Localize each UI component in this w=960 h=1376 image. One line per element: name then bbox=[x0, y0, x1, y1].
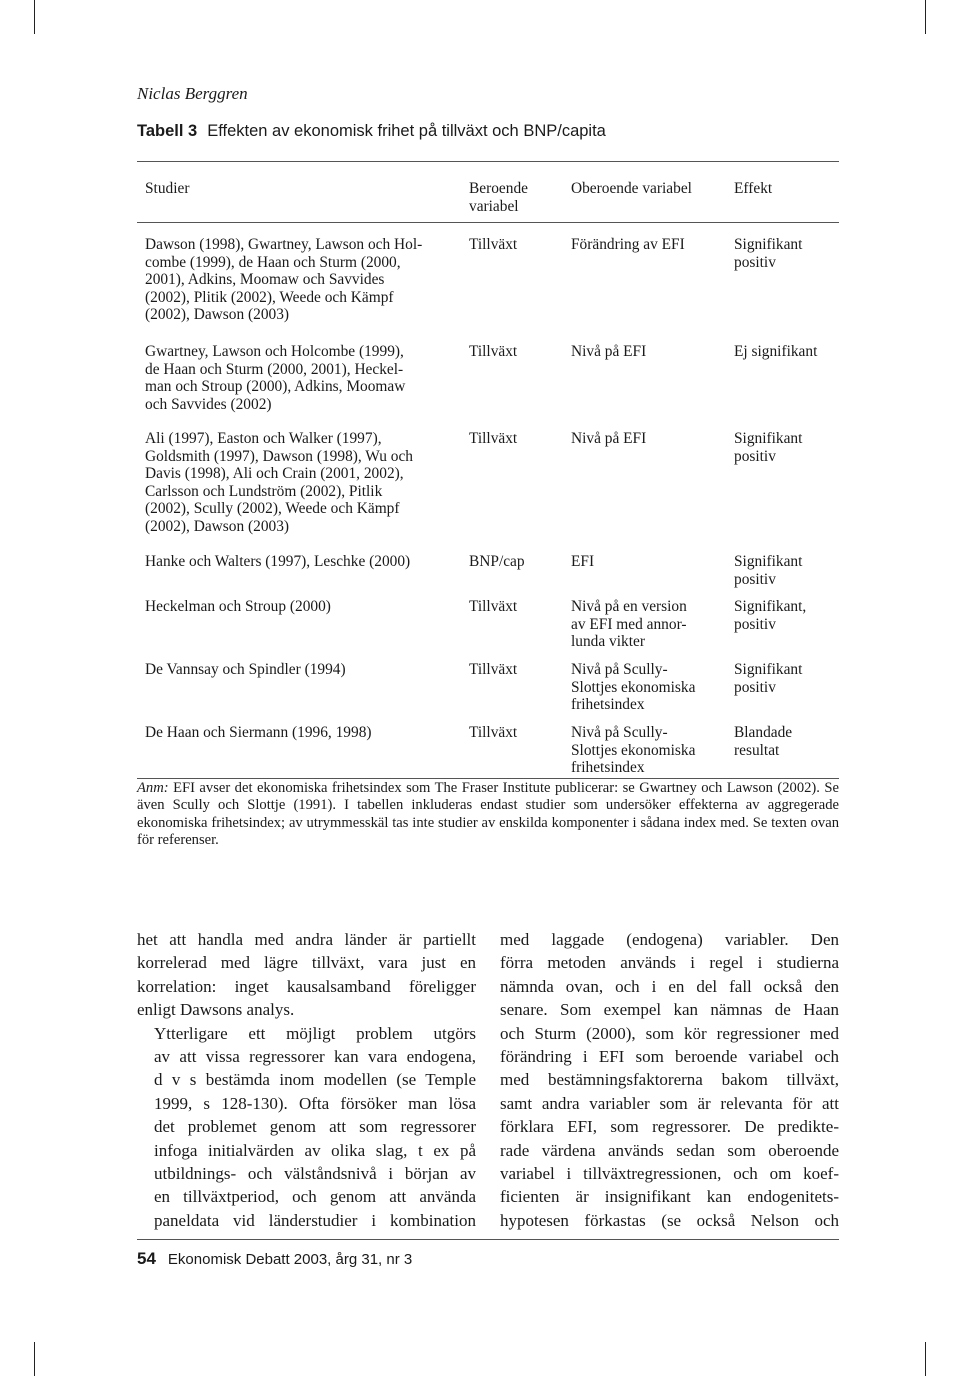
crop-mark-top-left bbox=[34, 0, 35, 34]
cell-independent-line: frihetsindex bbox=[571, 696, 645, 714]
body-line: paneldata vid länderstudier i kombination bbox=[154, 1210, 476, 1230]
running-header-author: Niclas Berggren bbox=[137, 84, 248, 103]
body-line: av att vissa regressorer kan vara endogena, bbox=[154, 1047, 476, 1067]
cell-dependent bbox=[469, 724, 564, 742]
cell-independent-line: av EFI med annor- bbox=[571, 615, 687, 633]
cell-studies bbox=[145, 430, 460, 536]
cell-dependent-line: Tillväxt bbox=[469, 343, 518, 360]
cell-independent bbox=[571, 236, 731, 254]
cell-dependent bbox=[469, 430, 564, 448]
cell-effect-line: positiv bbox=[734, 253, 776, 271]
body-line: infoga initialvärden av olika slag, t ex på bbox=[154, 1140, 476, 1160]
cell-independent-line: Förändring av EFI bbox=[571, 236, 685, 253]
cell-dependent bbox=[469, 236, 564, 254]
crop-mark-bottom-right bbox=[925, 1342, 926, 1376]
page-number: 54 bbox=[137, 1249, 156, 1268]
cell-effect-line: positiv bbox=[734, 570, 776, 588]
cell-independent bbox=[571, 661, 731, 714]
cell-independent-line: Slottjes ekonomiska bbox=[571, 678, 696, 696]
body-column-right bbox=[500, 928, 839, 1232]
cell-dependent bbox=[469, 343, 564, 361]
column-header-independent: Oberoende variabel bbox=[571, 180, 692, 197]
table-label: Tabell 3 bbox=[137, 122, 198, 140]
cell-studies-line: (2002), Plitik (2002), Weede och Kämpf bbox=[145, 288, 394, 306]
body-line: samt andra variabler som är relevanta för att bbox=[500, 1093, 839, 1113]
cell-studies-line: de Haan och Sturm (2000, 2001), Heckel- bbox=[145, 360, 404, 378]
cell-effect-line: Signifikant bbox=[734, 430, 803, 447]
cell-studies bbox=[145, 236, 460, 324]
body-line: med bestämningsfaktorerna bakom tillväxt, bbox=[500, 1070, 839, 1090]
cell-independent-line: EFI bbox=[571, 553, 595, 570]
cell-independent bbox=[571, 430, 731, 448]
cell-studies-line: Ali (1997), Easton och Walker (1997), bbox=[145, 430, 382, 447]
cell-studies bbox=[145, 343, 460, 413]
table-bottom-rule bbox=[137, 778, 839, 779]
cell-studies-line: Dawson (1998), Gwartney, Lawson och Hol- bbox=[145, 236, 423, 253]
cell-effect bbox=[734, 236, 844, 271]
cell-studies-line: 2001), Adkins, Moomaw och Savvides bbox=[145, 271, 385, 289]
crop-mark-top-right bbox=[925, 0, 926, 34]
cell-studies-line: och Savvides (2002) bbox=[145, 395, 272, 413]
table-top-rule bbox=[137, 161, 839, 162]
cell-effect-line: resultat bbox=[734, 741, 780, 759]
cell-studies-line: De Haan och Siermann (1996, 1998) bbox=[145, 724, 372, 741]
cell-independent bbox=[571, 724, 731, 777]
cell-studies-line: Goldsmith (1997), Dawson (1998), Wu och bbox=[145, 447, 413, 465]
cell-effect bbox=[734, 430, 844, 465]
cell-independent bbox=[571, 343, 731, 361]
body-line: och Sturm (2000), som kör regressioner med bbox=[500, 1023, 839, 1043]
body-line: 1999, s 128-130). Ofta försöker man lösa bbox=[154, 1093, 476, 1113]
table-note bbox=[137, 780, 839, 850]
footer-rule bbox=[137, 1239, 839, 1240]
cell-studies-line: Carlsson och Lundström (2002), Pitlik bbox=[145, 482, 383, 500]
body-line: det problemet genom att som regressorer bbox=[154, 1117, 476, 1137]
cell-studies bbox=[145, 661, 460, 679]
body-line: förklara EFI, som regressorer. De predikte- bbox=[500, 1117, 839, 1137]
body-line: utbildnings- och välståndsnivå i början av bbox=[154, 1164, 476, 1184]
cell-effect-line: Ej signifikant bbox=[734, 343, 818, 360]
cell-independent-line: Slottjes ekonomiska bbox=[571, 741, 696, 759]
body-line: med laggade (endogena) variabler. Den bbox=[500, 930, 839, 949]
cell-studies-line: (2002), Dawson (2003) bbox=[145, 306, 290, 324]
body-line: en tillväxtperiod, och genom att använda bbox=[154, 1187, 476, 1207]
cell-effect-line: Signifikant bbox=[734, 236, 803, 253]
cell-independent-line: frihetsindex bbox=[571, 759, 645, 777]
cell-dependent bbox=[469, 598, 564, 616]
cell-effect bbox=[734, 553, 844, 588]
body-paragraph bbox=[137, 928, 476, 1022]
body-line: korrelation: inget kausalsamband föreligger bbox=[137, 976, 476, 996]
body-line: nämnda ovan, och i en del fall också den bbox=[500, 976, 839, 996]
body-line: enligt Dawsons analys. bbox=[137, 1000, 295, 1020]
cell-independent-line: Nivå på EFI bbox=[571, 343, 647, 360]
column-header-effect: Effekt bbox=[734, 180, 773, 197]
cell-studies-line: Davis (1998), Ali och Crain (2001, 2002), bbox=[145, 465, 404, 483]
body-paragraph bbox=[500, 928, 839, 1232]
cell-dependent-line: Tillväxt bbox=[469, 236, 518, 253]
table-header-rule bbox=[137, 222, 839, 223]
cell-studies bbox=[145, 724, 460, 742]
body-column-left bbox=[137, 928, 476, 1232]
cell-effect bbox=[734, 343, 844, 361]
cell-independent bbox=[571, 553, 731, 571]
cell-dependent bbox=[469, 661, 564, 679]
body-line: senare. Som exempel kan nämnas de Haan bbox=[500, 1000, 839, 1020]
cell-studies-line: Hanke och Walters (1997), Leschke (2000) bbox=[145, 553, 411, 570]
body-line: korrelerad med lägre tillväxt, vara just en bbox=[137, 953, 476, 973]
body-line: hypotesen förkastas (se också Nelson och bbox=[500, 1210, 839, 1230]
cell-effect bbox=[734, 661, 844, 696]
cell-effect-line: Signifikant bbox=[734, 553, 803, 570]
cell-effect-line: positiv bbox=[734, 615, 776, 633]
body-line: ficienten är insignifikant kan endogenitets- bbox=[500, 1187, 839, 1207]
body-line: rade värdena används sedan som oberoende bbox=[500, 1140, 839, 1160]
cell-studies-line: De Vannsay och Spindler (1994) bbox=[145, 661, 346, 678]
table-caption: Effekten av ekonomisk frihet på tillväxt och BNP/capita bbox=[207, 122, 606, 140]
cell-effect-line: positiv bbox=[734, 678, 776, 696]
cell-dependent-line: Tillväxt bbox=[469, 724, 518, 741]
cell-independent-line: lunda vikter bbox=[571, 633, 645, 651]
cell-independent-line: Nivå på Scully- bbox=[571, 724, 668, 741]
cell-independent bbox=[571, 598, 731, 651]
body-line: förändring i EFI som beroende variabel och bbox=[500, 1047, 839, 1067]
cell-studies bbox=[145, 553, 460, 571]
cell-independent-line: Nivå på EFI bbox=[571, 430, 647, 447]
body-line: Ytterligare ett möjligt problem utgörs bbox=[154, 1023, 476, 1043]
cell-effect-line: Signifikant bbox=[734, 661, 803, 678]
cell-studies-line: man och Stroup (2000), Adkins, Moomaw bbox=[145, 378, 406, 396]
crop-mark-bottom-left bbox=[34, 1342, 35, 1376]
page-footer bbox=[137, 1249, 412, 1269]
cell-effect-line: Signifikant, bbox=[734, 598, 807, 615]
body-line: het att handla med andra länder är partiellt bbox=[137, 930, 476, 949]
table-note-text: EFI avser det ekonomiska frihetsindex som The Fraser Institute publicerar: se Gwartney och Lawson (2002). Se även Scully och Slottje (1991). I tabellen inkluderas endast studier som undersöker effekterna av aggregerade ekonomiska frihetsindex; av utrymmesskäl tas inte studier av enskilda komponenter i sådana index med. Se texten ovan för referenser. bbox=[137, 780, 839, 849]
cell-studies-line: (2002), Scully (2002), Weede och Kämpf bbox=[145, 500, 400, 518]
column-header-studies: Studier bbox=[145, 180, 190, 197]
cell-effect bbox=[734, 598, 844, 633]
body-paragraph bbox=[137, 1022, 476, 1233]
cell-studies bbox=[145, 598, 460, 616]
column-header-dependent: Beroende variabel bbox=[469, 180, 528, 215]
cell-studies-line: Heckelman och Stroup (2000) bbox=[145, 598, 331, 615]
body-line: förra metoden används i regel i studierna bbox=[500, 953, 839, 973]
cell-studies-line: combe (1999), de Haan och Sturm (2000, bbox=[145, 253, 401, 271]
cell-dependent-line: Tillväxt bbox=[469, 430, 518, 447]
cell-studies-line: Gwartney, Lawson och Holcombe (1999), bbox=[145, 343, 404, 360]
cell-dependent-line: Tillväxt bbox=[469, 598, 518, 615]
cell-effect-line: positiv bbox=[734, 447, 776, 465]
cell-independent-line: Nivå på en version bbox=[571, 598, 687, 615]
cell-dependent-line: Tillväxt bbox=[469, 661, 518, 678]
body-line: variabel i tillväxtregressionen, och om koef- bbox=[500, 1164, 839, 1184]
cell-dependent-line: BNP/cap bbox=[469, 553, 525, 570]
cell-dependent bbox=[469, 553, 564, 571]
table-title bbox=[137, 122, 606, 141]
cell-independent-line: Nivå på Scully- bbox=[571, 661, 668, 678]
cell-studies-line: (2002), Dawson (2003) bbox=[145, 517, 290, 535]
body-line: d v s bestämda inom modellen (se Temple bbox=[154, 1070, 476, 1090]
table-note-label: Anm: bbox=[137, 780, 169, 796]
journal-name: Ekonomisk Debatt 2003, årg 31, nr 3 bbox=[167, 1251, 413, 1268]
cell-effect bbox=[734, 724, 844, 759]
cell-effect-line: Blandade bbox=[734, 724, 793, 741]
